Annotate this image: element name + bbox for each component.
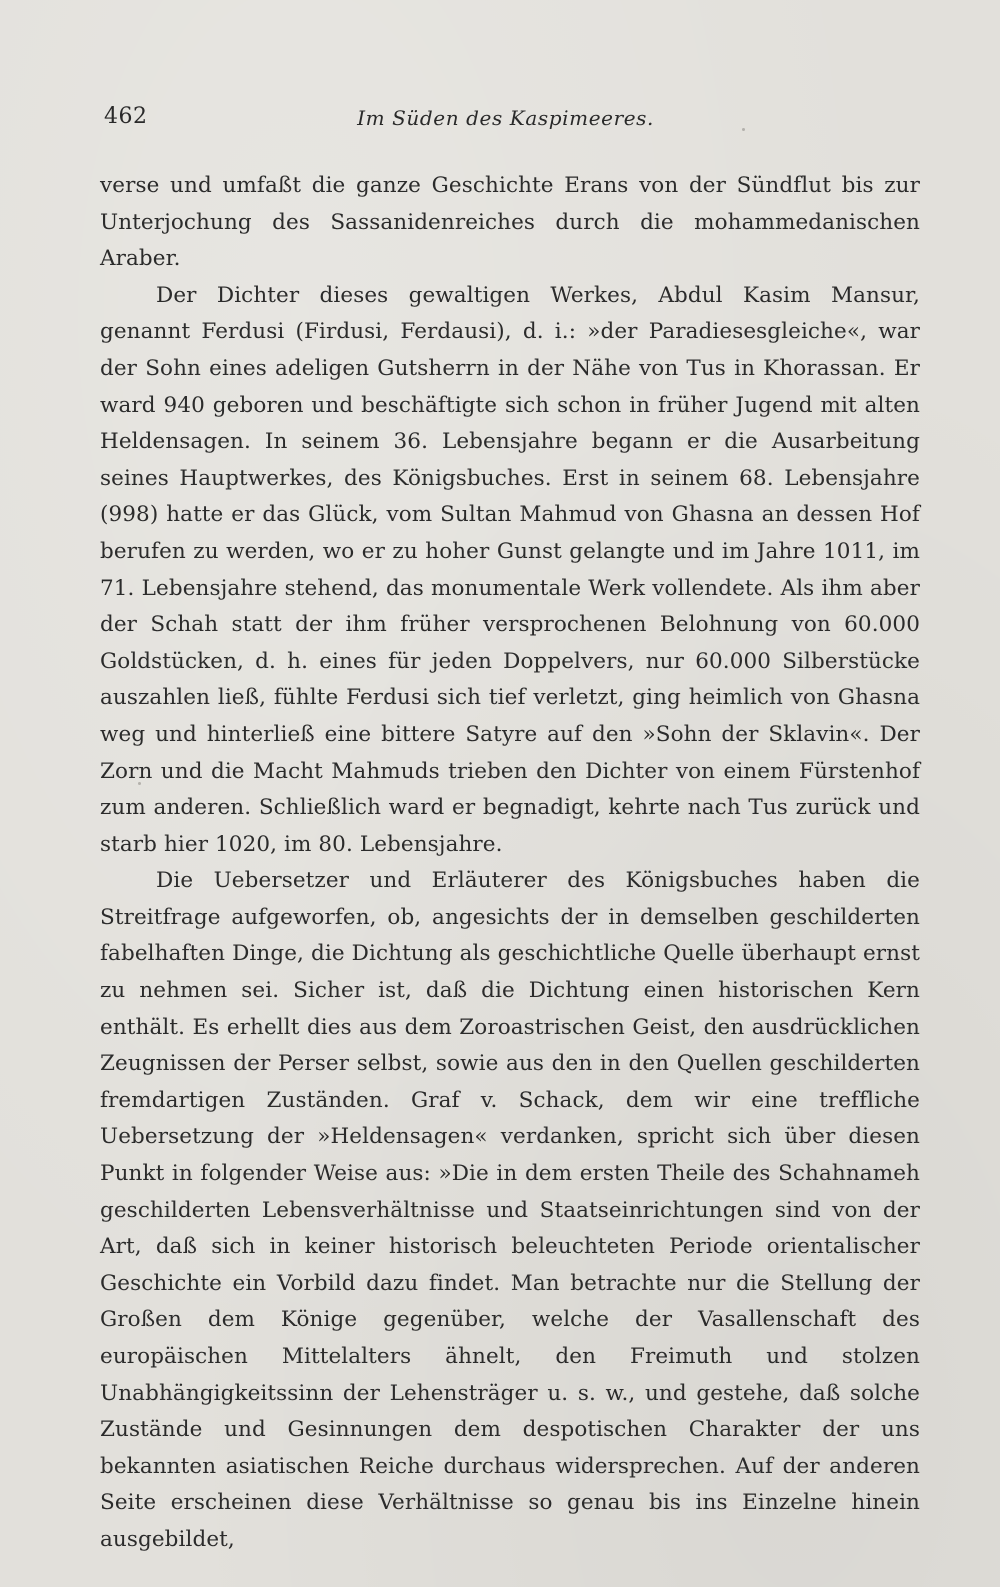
paper-speck xyxy=(138,782,141,785)
running-title: Im Süden des Kaspimeeres. xyxy=(357,106,654,130)
body-text xyxy=(100,168,920,1559)
paper-speck xyxy=(742,128,745,131)
running-header xyxy=(104,100,654,136)
paragraph-historical-question: Die Uebersetzer und Erläuterer des Königsbuches haben die Streitfrage aufgeworfen, ob, angesichts der in demselben geschilderten fabelhaften Dinge, die Dichtung als geschichtliche Quelle überhaupt ernst zu nehmen sei. Sicher ist, daß die Dichtung einen historischen Kern enthält. Es erhellt dies aus dem Zoroastrischen Geist, den ausdrücklichen Zeugnissen der Perser selbst, sowie aus den in den Quellen geschilderten fremdartigen Zuständen. Graf v. Schack, dem wir eine treffliche Uebersetzung der »Heldensagen« verdanken, spricht sich über diesen Punkt in folgender Weise aus: »Die in dem ersten Theile des Schahnameh geschilderten Lebensverhältnisse und Staatseinrichtungen sind von der Art, daß sich in keiner historisch beleuchteten Periode orientalischer Geschichte ein Vorbild dazu findet. Man betrachte nur die Stellung der Großen dem Könige gegenüber, welche der Vasallenschaft des europäischen Mittelalters ähnelt, den Freimuth und stolzen Unabhängigkeitssinn der Lehensträger u. s. w., und gestehe, daß solche Zustände und Gesinnungen dem despotischen Charakter der uns bekannten asiatischen Reiche durchaus widersprechen. Auf der anderen Seite erscheinen diese Verhältnisse so genau bis ins Einzelne hinein ausgebildet, xyxy=(100,868,920,1552)
paragraph-continuation: verse und umfaßt die ganze Geschichte Erans von der Sündflut bis zur Unterjochung des Sassanidenreiches durch die mohammedanischen Araber. xyxy=(100,173,920,272)
paragraph-ferdusi-biography: Der Dichter dieses gewaltigen Werkes, Abdul Kasim Mansur, genannt Ferdusi (Firdusi, Ferdausi), d. i.: »der Paradiesesgleiche«, war der Sohn eines adeligen Gutsherrn in der Nähe von Tus in Khorassan. Er ward 940 geboren und beschäftigte sich schon in früher Jugend mit alten Heldensagen. In seinem 36. Lebensjahre begann er die Ausarbeitung seines Hauptwerkes, des Königsbuches. Erst in seinem 68. Lebensjahre (998) hatte er das Glück, vom Sultan Mahmud von Ghasna an dessen Hof berufen zu werden, wo er zu hoher Gunst gelangte und im Jahre 1011, im 71. Lebensjahre stehend, das monumentale Werk vollendete. Als ihm aber der Schah statt der ihm früher versprochenen Belohnung von 60.000 Goldstücken, d. h. eines für jeden Doppelvers, nur 60.000 Silberstücke auszahlen ließ, fühlte Ferdusi sich tief verletzt, ging heimlich von Ghasna weg und hinterließ eine bittere Satyre auf den »Sohn der Sklavin«. Der Zorn und die Macht Mahmuds trieben den Dichter von einem Fürstenhof zum anderen. Schließlich ward er begnadigt, kehrte nach Tus zurück und starb hier 1020, im 80. Lebensjahre. xyxy=(100,282,920,857)
page-number: 462 xyxy=(104,104,148,129)
